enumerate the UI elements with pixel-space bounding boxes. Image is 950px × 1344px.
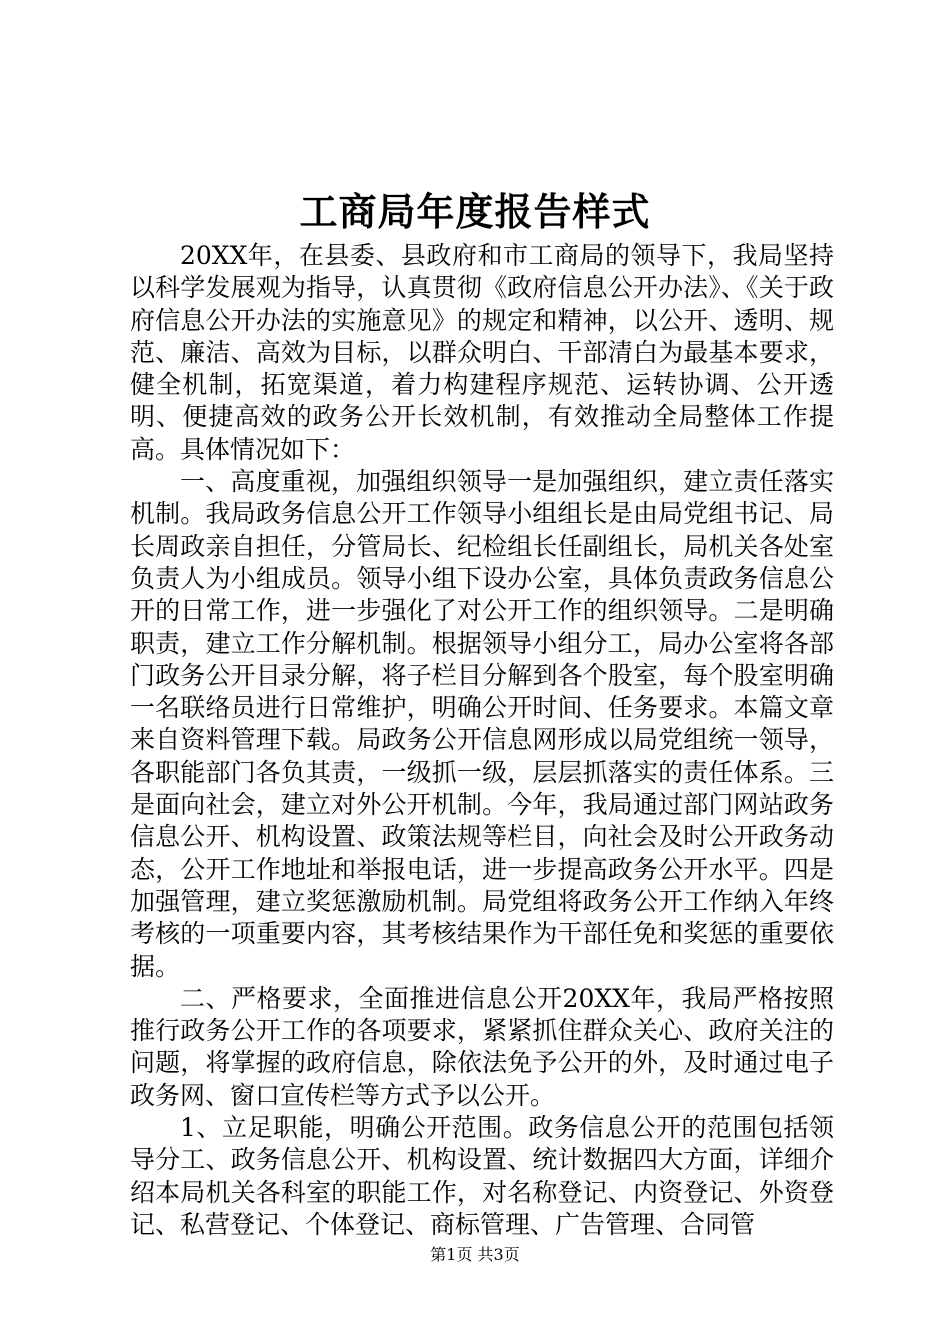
page-number-footer: 第1页 共3页 <box>430 1245 520 1264</box>
paragraph-section-1: 一、高度重视，加强组织领导一是加强组织，建立责任落实机制。我局政务信息公开工作领导小组组长是由局党组书记、局长周政亲自担任，分管局长、纪检组长任副组长，局机关各处室负责人为小组成员。领导小组下设办公室，具体负责政务信息公开的日常工作，进一步强化了对公开工作的组织领导。二是明确职责，建立工作分解机制。根据领导小组分工，局办公室将各部门政务公开目录分解，将子栏目分解到各个股室，每个股室明确一名联络员进行日常维护，明确公开时间、任务要求。本篇文章来自资料管理下载。局政务公开信息网形成以局党组统一领导，各职能部门各负其责，一级抓一级，层层抓落实的责任体系。三是面向社会，建立对外公开机制。今年，我局通过部门网站政务信息公开、机构设置、政策法规等栏目，向社会及时公开政务动态，公开工作地址和举报电话，进一步提高政务公开水平。四是加强管理，建立奖惩激励机制。局党组将政务公开工作纳入年终考核的一项重要内容，其考核结果作为干部任免和奖惩的重要依据。 <box>130 467 834 981</box>
document-body <box>130 240 834 1241</box>
paragraph-item-1: 1、立足职能，明确公开范围。政务信息公开的范围包括领导分工、政务信息公开、机构设置、统计数据四大方面，详细介绍本局机关各科室的职能工作，对名称登记、内资登记、外资登记、私营登记、个体登记、商标管理、广告管理、合同管 <box>130 1113 834 1239</box>
paragraph-section-2: 二、严格要求，全面推进信息公开20XX年，我局严格按照推行政务公开工作的各项要求，紧紧抓住群众关心、政府关注的问题，将掌握的政府信息，除依法免予公开的外，及时通过电子政务网、窗口宣传栏等方式予以公开。 <box>130 983 834 1110</box>
document-title: 工商局年度报告样式 <box>299 189 651 234</box>
paragraph-intro: 20XX年，在县委、县政府和市工商局的领导下，我局坚持以科学发展观为指导，认真贯彻《政府信息公开办法》、《关于政府信息公开办法的实施意见》的规定和精神，以公开、透明、规范、廉洁、高效为目标，以群众明白、干部清白为最基本要求，健全机制，拓宽渠道，着力构建程序规范、运转协调、公开透明、便捷高效的政务公开长效机制，有效推动全局整体工作提高。具体情况如下： <box>130 241 834 464</box>
